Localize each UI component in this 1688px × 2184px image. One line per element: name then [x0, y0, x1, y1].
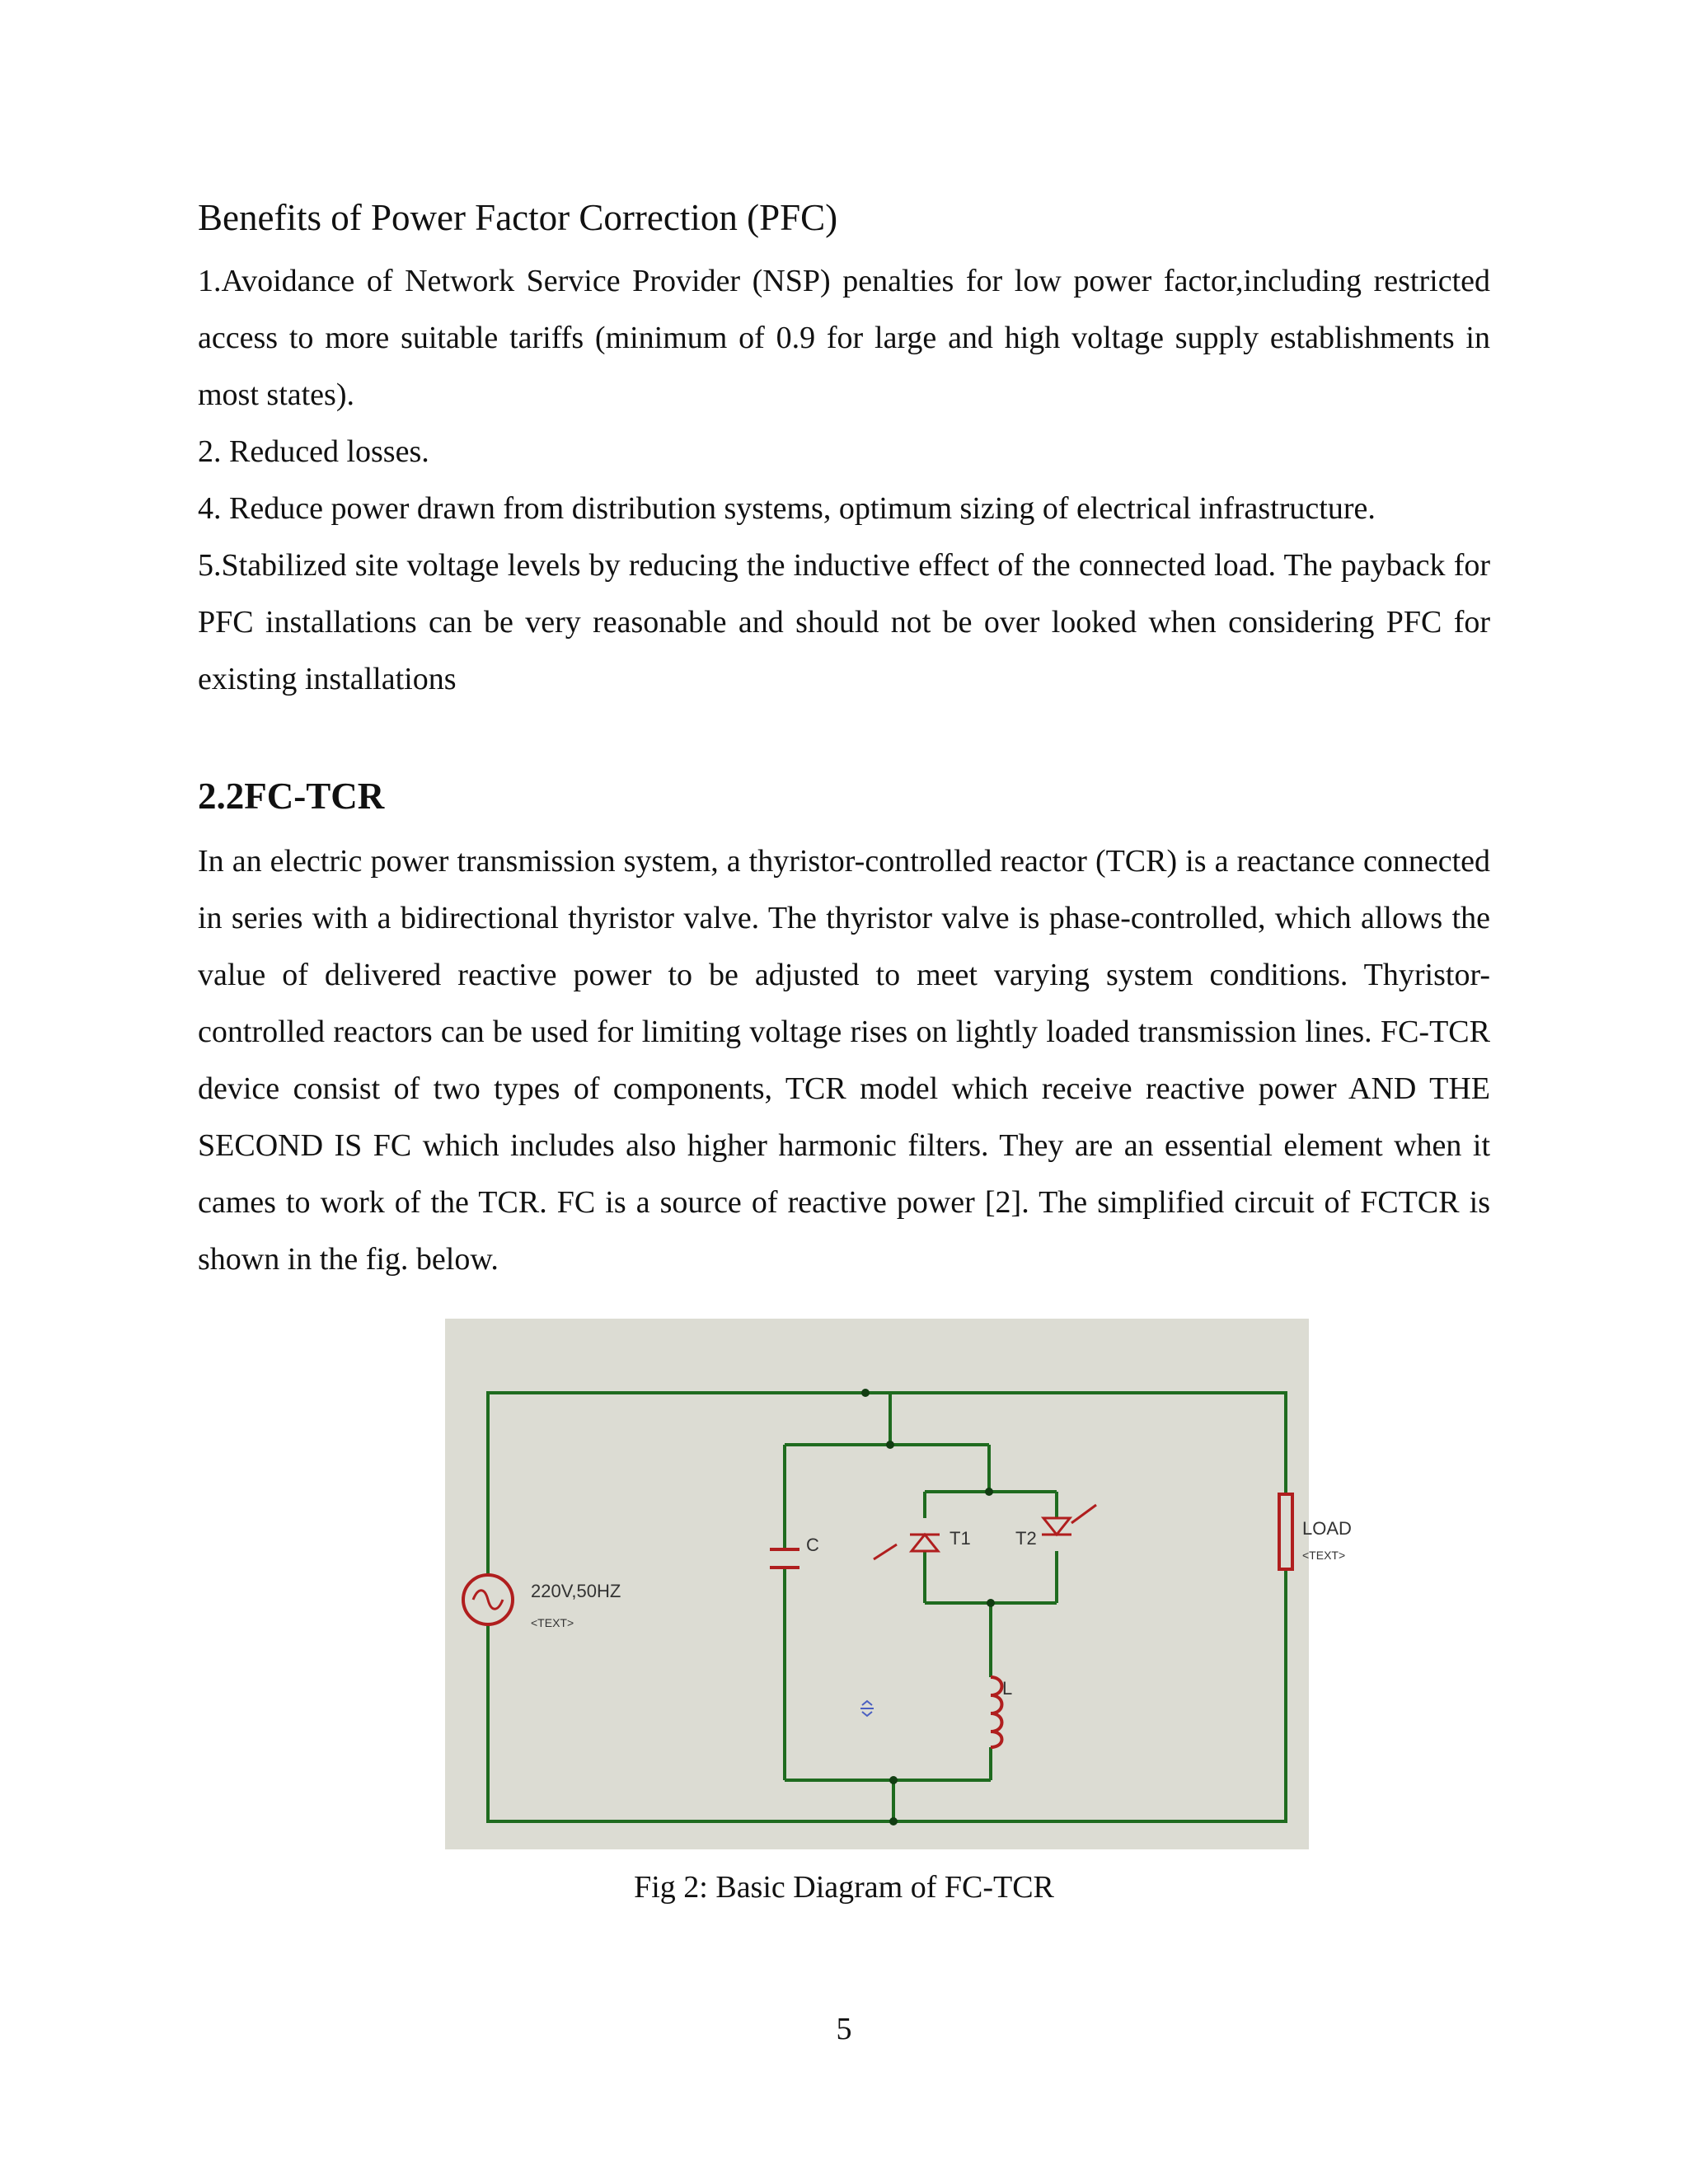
junction-nodes [861, 1389, 995, 1825]
section-heading: 2.2FC-TCR [198, 776, 385, 817]
capacitor-label: C [806, 1535, 819, 1555]
ac-source-icon [463, 1575, 513, 1624]
list-item: 5.Stabilized site voltage levels by reducing the inductive effect of the connected load. The payback for PFC installations can be very reasonable and should not be over looked when considering PFC for existing installations [198, 548, 1490, 696]
junction-node [886, 1441, 894, 1449]
thyristor-t1-label: T1 [950, 1528, 971, 1549]
list-item: 4. Reduce power drawn from distribution systems, optimum sizing of electrical infrastructure. [198, 491, 1376, 526]
wire-right-bottom [488, 1569, 1286, 1821]
page-number: 5 [836, 2012, 852, 2046]
capacitor-icon [770, 1549, 799, 1568]
wire-top [488, 1393, 1286, 1576]
thyristor-t2-icon [1042, 1505, 1096, 1535]
junction-node [889, 1776, 898, 1784]
list-item: 1.Avoidance of Network Service Provider (NSP) penalties for low power factor,including restricted access to more suitable tariffs (minimum of 0.9 for large and high voltage supply establishments in most states). [198, 264, 1490, 412]
load-text-tag: <TEXT> [1302, 1549, 1346, 1562]
section-title: Benefits of Power Factor Correction (PFC) [198, 197, 838, 238]
circuit-figure [445, 1319, 1352, 1849]
load-label: LOAD [1302, 1518, 1352, 1539]
body-paragraph: In an electric power transmission system, a thyristor-controlled reactor (TCR) is a reactance connected in series with a bidirectional thyristor valve. The thyristor valve is phase-controlled, which allows the value of delivered reactive power to be adjusted to meet varying system conditions. Thyristor-controlled reactors can be used for limiting voltage rises on lightly loaded transmission lines. FC-TCR device consist of two types of components, TCR model which receive reactive power AND THE SECOND IS FC which includes also higher harmonic filters. They are an essential element when it cames to work of the TCR. FC is a source of reactive power [2]. The simplified circuit of FCTCR is shown in the fig. below. [198, 844, 1490, 1277]
thyristor-t1-icon [874, 1535, 940, 1559]
junction-node [889, 1817, 898, 1825]
source-label: 220V,50HZ [531, 1581, 621, 1601]
figure-caption: Fig 2: Basic Diagram of FC-TCR [634, 1870, 1054, 1905]
junction-node [985, 1488, 993, 1496]
thyristor-t2-label: T2 [1015, 1528, 1037, 1549]
load-resistor-icon [1279, 1494, 1292, 1569]
junction-node [861, 1389, 870, 1397]
fc-tcr-circuit-diagram [445, 1319, 1352, 1849]
inductor-icon [991, 1677, 1002, 1747]
list-item: 2. Reduced losses. [198, 434, 429, 469]
inductor-label: L [1002, 1678, 1013, 1699]
source-text-tag: <TEXT> [531, 1616, 574, 1629]
junction-node [987, 1599, 995, 1607]
wires [488, 1393, 1286, 1821]
origin-marker-icon [860, 1701, 874, 1716]
